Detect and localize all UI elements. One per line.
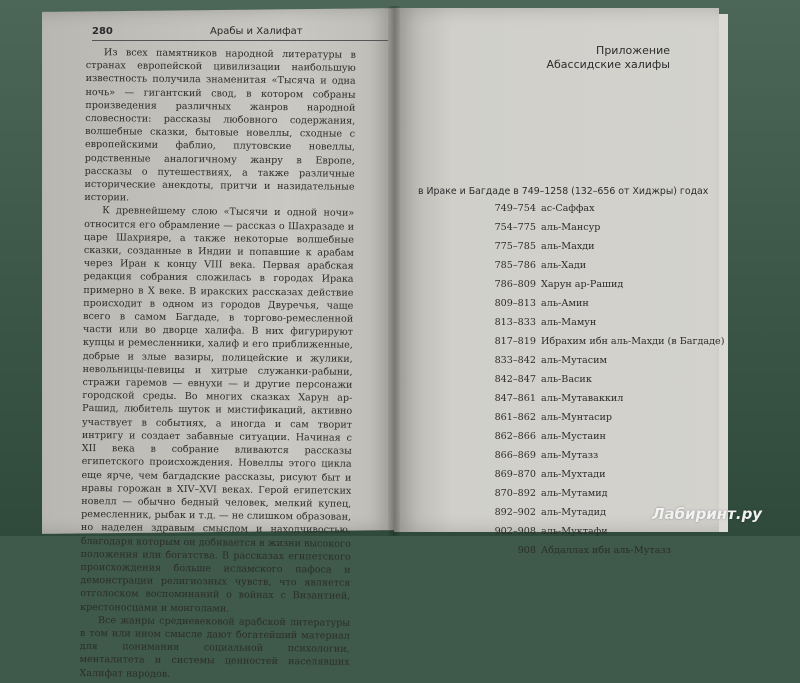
caliph-name: аль-Мутазз [541,450,599,461]
caliph-row [436,298,706,317]
appendix-heading [500,44,670,72]
caliph-years: 809–813 [494,298,536,309]
caliph-name: Ибрахим ибн аль-Махди (в Багдаде) [541,336,725,347]
caliph-name: аль-Мутадид [541,507,606,518]
caliph-years: 817–819 [494,336,536,347]
caliph-years: 785–786 [494,260,536,271]
left-running-header [92,26,388,41]
caliph-years: 813–833 [494,317,536,328]
appendix-title: Абассидские халифы [546,58,670,71]
caliph-row [436,431,706,450]
caliph-years: 861–862 [494,412,536,423]
caliph-years: 786–809 [494,279,536,290]
caliph-years: 862–866 [494,431,536,442]
caliph-years: 775–785 [494,241,536,252]
caliph-name: аль-Мустаин [541,431,606,442]
caliph-row [436,355,706,374]
caliph-name: аль-Махди [541,241,595,252]
caliph-name: аль-Амин [541,298,589,309]
caliph-name: аль-Мухтади [541,469,606,480]
period-line: в Ираке и Багдаде в 749–1258 (132–656 от Хиджры) годах [418,186,709,197]
caliph-name: аль-Мутаваккил [541,393,624,404]
caliph-name: аль-Мутамид [541,488,608,499]
caliph-name: аль-Васик [541,374,592,385]
caliph-name: аль-Мутасим [541,355,608,366]
caliph-row [436,203,706,222]
running-title: Арабы и Халифат [210,26,303,37]
caliph-row [436,222,706,241]
caliph-years: 866–869 [494,450,536,461]
watermark-logo: Лабиринт.ру [652,505,763,523]
caliph-name: аль-Муктафи [541,526,608,537]
caliph-row [436,469,706,488]
caliph-name: аль-Мунтасир [541,412,613,423]
caliph-name: аль-Мамун [541,317,597,328]
caliph-name: Абдаллах ибн аль-Мутазз [541,545,671,556]
caliph-row [436,393,706,412]
caliph-years: 902–908 [494,526,536,537]
caliph-row [436,545,706,564]
left-body-text [79,46,356,683]
caliph-row [436,260,706,279]
book-gutter [388,6,400,536]
caliph-name: Харун ар-Рашид [541,279,624,290]
caliph-row [436,450,706,469]
caliph-years: 754–775 [494,222,536,233]
caliph-row [436,279,706,298]
caliph-name: аль-Хади [541,260,587,271]
paragraph: Все жанры средневековой арабской литературы в том или ином смысле дают богатейший материал для понимания социальной психологии, менталитета и системы ценностей населявших Халифат народов. [79,614,351,680]
appendix-label: Приложение [596,44,670,57]
caliph-row [436,241,706,260]
paragraph: Из всех памятников народной литературы в странах европейской цивилизации наибольшую известность получила знаменитая «Тысяча и одна ночь» — гигантский свод, в котором собраны произведения различных жанров народной словесности: рассказы любовного содержания, волшебные сказки, бытовые новеллы, сходные с европейскими фаблио, плутовские новеллы, родственные аналогичному жанру в Европе, рассказы о путешествиях, а также различные исторические анекдоты, притчи и назидательные истории. [84,47,356,204]
caliph-row [436,317,706,336]
caliph-row [436,336,725,355]
page-edges [719,14,728,532]
caliph-years: 869–870 [494,469,536,480]
caliph-row [436,374,706,393]
caliph-years: 842–847 [494,374,536,385]
caliph-name: аль-Мансур [541,222,601,233]
caliph-years: 892–902 [494,507,536,518]
caliph-years: 749–754 [494,203,536,214]
caliph-years: 847–861 [494,393,536,404]
paragraph: К древнейшему слою «Тысячи и одной ночи» относится его обрамление — рассказ о Шахразаде и царе Шахрияре, а также некоторые волшебные сказки, созданные в Индии и попавшие к арабам через Иран к концу VIII века. Первая арабская редакция собрания сложилась в городах Ирака примерно в X веке. В иракских рассказах действие происходит в одном из городов Двуречья, чаще всего в самом Багдаде, в торгово-ремесленной части или во дворце халифа. В них фигурируют купцы и ремесленники, халиф и его приближенные, добрые и злые вазиры, полицейские и жулики, невольницы-певицы и хитрые служанки-рабыни, стражи гаремов — евнухи — и другие персонажи городской среды. Во многих сказках Харун ар-Рашид, любитель шуток и мистификаций, активно участвует в событиях, а иногда и сам творит интригу и создает забавные ситуации. Начиная с XII века в собрание вливаются рассказы египетского происхождения. Новеллы этого цикла еще ярче, чем багдадские рассказы, рисуют быт и нравы горожан в XIV–XVI веках. Герой египетских новелл — обычно бедный человек, мелкий купец, ремесленник, рыбак и т.д. — не слишком образован, но наделен здравым смыслом и находчивостью, благодаря которым он добивается в жизни высокого положения или богатства. В рассказах египетского происхождения больше исламского пафоса и демонстрации религиозных чувств, что является отголоском воспоминаний о войнах с Византией, крестоносцами и монголами. [80,205,355,615]
caliph-row [436,412,706,431]
caliph-name: ас-Саффах [541,203,595,214]
caliph-years: 908 [517,545,536,556]
caliph-years: 870–892 [494,488,536,499]
page-number: 280 [92,26,113,37]
caliph-years: 833–842 [494,355,536,366]
